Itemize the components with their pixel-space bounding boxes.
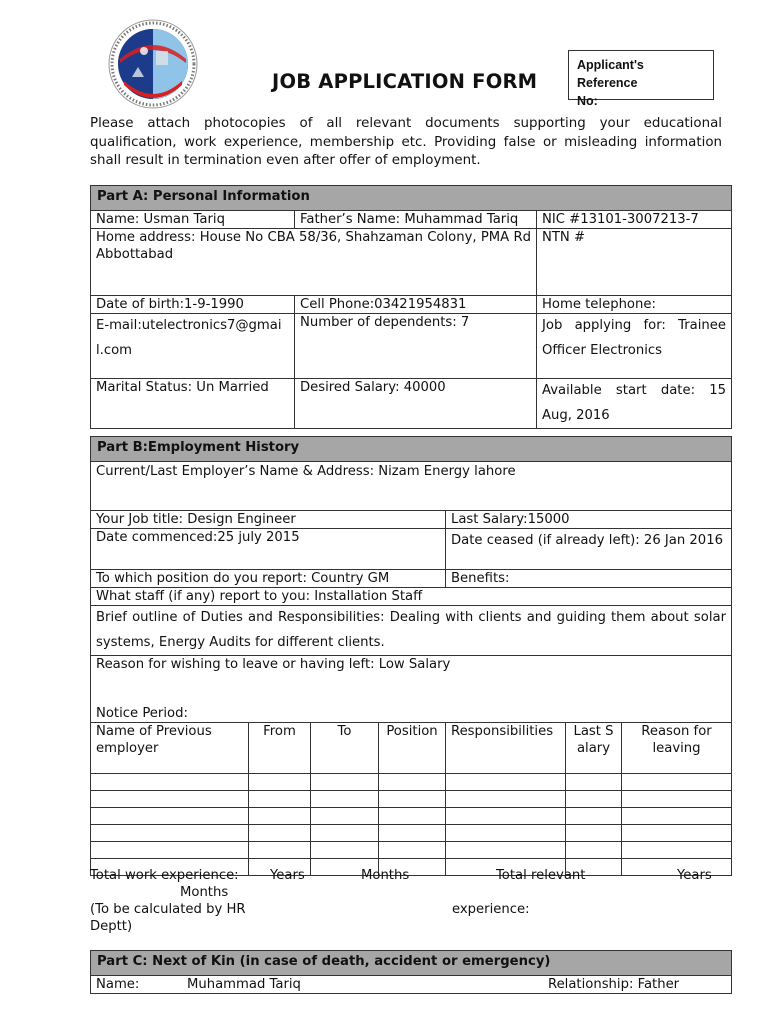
col-to: To xyxy=(311,723,379,774)
page-title: JOB APPLICATION FORM xyxy=(272,70,538,93)
history-cell[interactable] xyxy=(566,842,622,859)
history-cell[interactable] xyxy=(311,774,379,791)
history-cell[interactable] xyxy=(622,808,732,825)
history-cell[interactable] xyxy=(446,791,566,808)
reason-leaving-text: Reason for wishing to leave or having left: Low Salary xyxy=(96,657,451,672)
history-cell[interactable] xyxy=(622,791,732,808)
history-cell[interactable] xyxy=(446,842,566,859)
history-row xyxy=(91,774,732,791)
history-cell[interactable] xyxy=(311,825,379,842)
duties-field[interactable]: Brief outline of Duties and Responsibilities: Dealing with clients and guiding them about solar systems, Energy Audits for different clients. xyxy=(91,606,732,656)
part-b-heading: Part B:Employment History xyxy=(91,437,732,462)
job-title-field[interactable]: Your Job title: Design Engineer xyxy=(91,511,446,529)
history-cell[interactable] xyxy=(311,791,379,808)
reference-label: Applicant's Reference xyxy=(577,58,644,90)
start-date-field[interactable]: Available start date: 15 Aug, 2016 xyxy=(537,379,732,429)
col-from: From xyxy=(249,723,311,774)
part-b-table xyxy=(90,436,732,876)
history-cell[interactable] xyxy=(249,808,311,825)
history-cell[interactable] xyxy=(91,791,249,808)
total-work-label: Total work experience: xyxy=(90,868,239,883)
intro-paragraph: Please attach photocopies of all relevant documents supporting your educational qualification, work experience, membership etc. Providing false or misleading information shall result in termination even after offer of employment. xyxy=(90,116,722,168)
months-wrap-label: Months xyxy=(180,885,229,900)
dependents-field[interactable]: Number of dependents: 7 xyxy=(295,314,537,379)
history-cell[interactable] xyxy=(566,774,622,791)
email-field[interactable]: E-mail:utelectronics7@gmail.com xyxy=(91,314,295,379)
history-cell[interactable] xyxy=(379,825,446,842)
history-cell[interactable] xyxy=(379,842,446,859)
report-to-field[interactable]: To which position do you report: Country GM xyxy=(91,570,446,588)
history-cell[interactable] xyxy=(566,825,622,842)
cell-phone-field[interactable]: Cell Phone:03421954831 xyxy=(295,296,537,314)
history-cell[interactable] xyxy=(91,825,249,842)
kin-relationship: Relationship: Father xyxy=(548,977,680,992)
employer-field[interactable]: Current/Last Employer’s Name & Address: Nizam Energy lahore xyxy=(91,462,732,511)
col-last-salary: Last Salary xyxy=(566,723,622,774)
col-responsibilities: Responsibilities xyxy=(446,723,566,774)
kin-row[interactable] xyxy=(91,976,732,994)
home-address-field[interactable]: Home address: House No CBA 58/36, Shahzaman Colony, PMA Rd Abbottabad xyxy=(91,229,537,296)
history-row xyxy=(91,808,732,825)
relevant-years-label: Years xyxy=(677,868,712,883)
date-of-birth-field[interactable]: Date of birth:1-9-1990 xyxy=(91,296,295,314)
kin-name-label: Name: xyxy=(96,977,140,992)
experience-label: experience: xyxy=(452,902,530,917)
history-cell[interactable] xyxy=(379,774,446,791)
date-commenced-field[interactable]: Date commenced:25 july 2015 xyxy=(91,529,446,570)
history-cell[interactable] xyxy=(379,808,446,825)
history-cell[interactable] xyxy=(249,825,311,842)
history-cell[interactable] xyxy=(249,842,311,859)
name-field[interactable]: Name: Usman Tariq xyxy=(91,211,295,229)
history-cell[interactable] xyxy=(622,774,732,791)
hr-note: (To be calculated by HR Deptt) xyxy=(90,902,246,934)
total-relevant-label: Total relevant xyxy=(496,868,586,883)
applicant-reference-box[interactable] xyxy=(568,50,714,108)
date-ceased-field[interactable]: Date ceased (if already left): 26 Jan 2016 xyxy=(446,529,732,570)
months-label: Months xyxy=(361,868,410,883)
nic-field[interactable]: NIC #13101-3007213-7 xyxy=(537,211,732,229)
history-cell[interactable] xyxy=(91,774,249,791)
reference-no-label: No: xyxy=(577,94,598,108)
history-cell[interactable] xyxy=(249,774,311,791)
history-cell[interactable] xyxy=(311,842,379,859)
home-telephone-field[interactable]: Home telephone: xyxy=(537,296,732,314)
notice-period-text: Notice Period: xyxy=(96,706,188,721)
history-cell[interactable] xyxy=(311,808,379,825)
history-cell[interactable] xyxy=(91,842,249,859)
desired-salary-field[interactable]: Desired Salary: 40000 xyxy=(295,379,537,429)
benefits-field[interactable]: Benefits: xyxy=(446,570,732,588)
part-a-table xyxy=(90,185,732,429)
col-reason-leaving: Reason for leaving xyxy=(622,723,732,774)
last-salary-field[interactable]: Last Salary:15000 xyxy=(446,511,732,529)
history-cell[interactable] xyxy=(91,808,249,825)
ntn-field[interactable]: NTN # xyxy=(537,229,732,296)
history-cell[interactable] xyxy=(446,825,566,842)
father-name-field[interactable]: Father’s Name: Muhammad Tariq xyxy=(295,211,537,229)
history-cell[interactable] xyxy=(446,774,566,791)
history-cell[interactable] xyxy=(566,791,622,808)
reason-notice-field[interactable] xyxy=(91,656,732,723)
history-cell[interactable] xyxy=(379,791,446,808)
history-header-row xyxy=(91,723,732,774)
col-position: Position xyxy=(379,723,446,774)
part-c-table xyxy=(90,950,732,994)
job-applying-field[interactable]: Job applying for: Trainee Officer Electronics xyxy=(537,314,732,379)
marital-status-field[interactable]: Marital Status: Un Married xyxy=(91,379,295,429)
kin-name-value: Muhammad Tariq xyxy=(187,977,301,992)
history-row xyxy=(91,825,732,842)
staff-field[interactable]: What staff (if any) report to you: Installation Staff xyxy=(91,588,732,606)
part-a-heading: Part A: Personal Information xyxy=(91,186,732,211)
years-label: Years xyxy=(270,868,305,883)
history-row xyxy=(91,842,732,859)
history-row xyxy=(91,791,732,808)
history-cell[interactable] xyxy=(566,808,622,825)
history-cell[interactable] xyxy=(622,842,732,859)
history-cell[interactable] xyxy=(446,808,566,825)
col-previous-employer: Name of Previous employer xyxy=(91,723,249,774)
history-cell[interactable] xyxy=(622,825,732,842)
part-c-heading: Part C: Next of Kin (in case of death, accident or emergency) xyxy=(91,951,732,976)
history-rows xyxy=(91,774,732,876)
history-cell[interactable] xyxy=(249,791,311,808)
organization-emblem-icon xyxy=(108,19,198,109)
